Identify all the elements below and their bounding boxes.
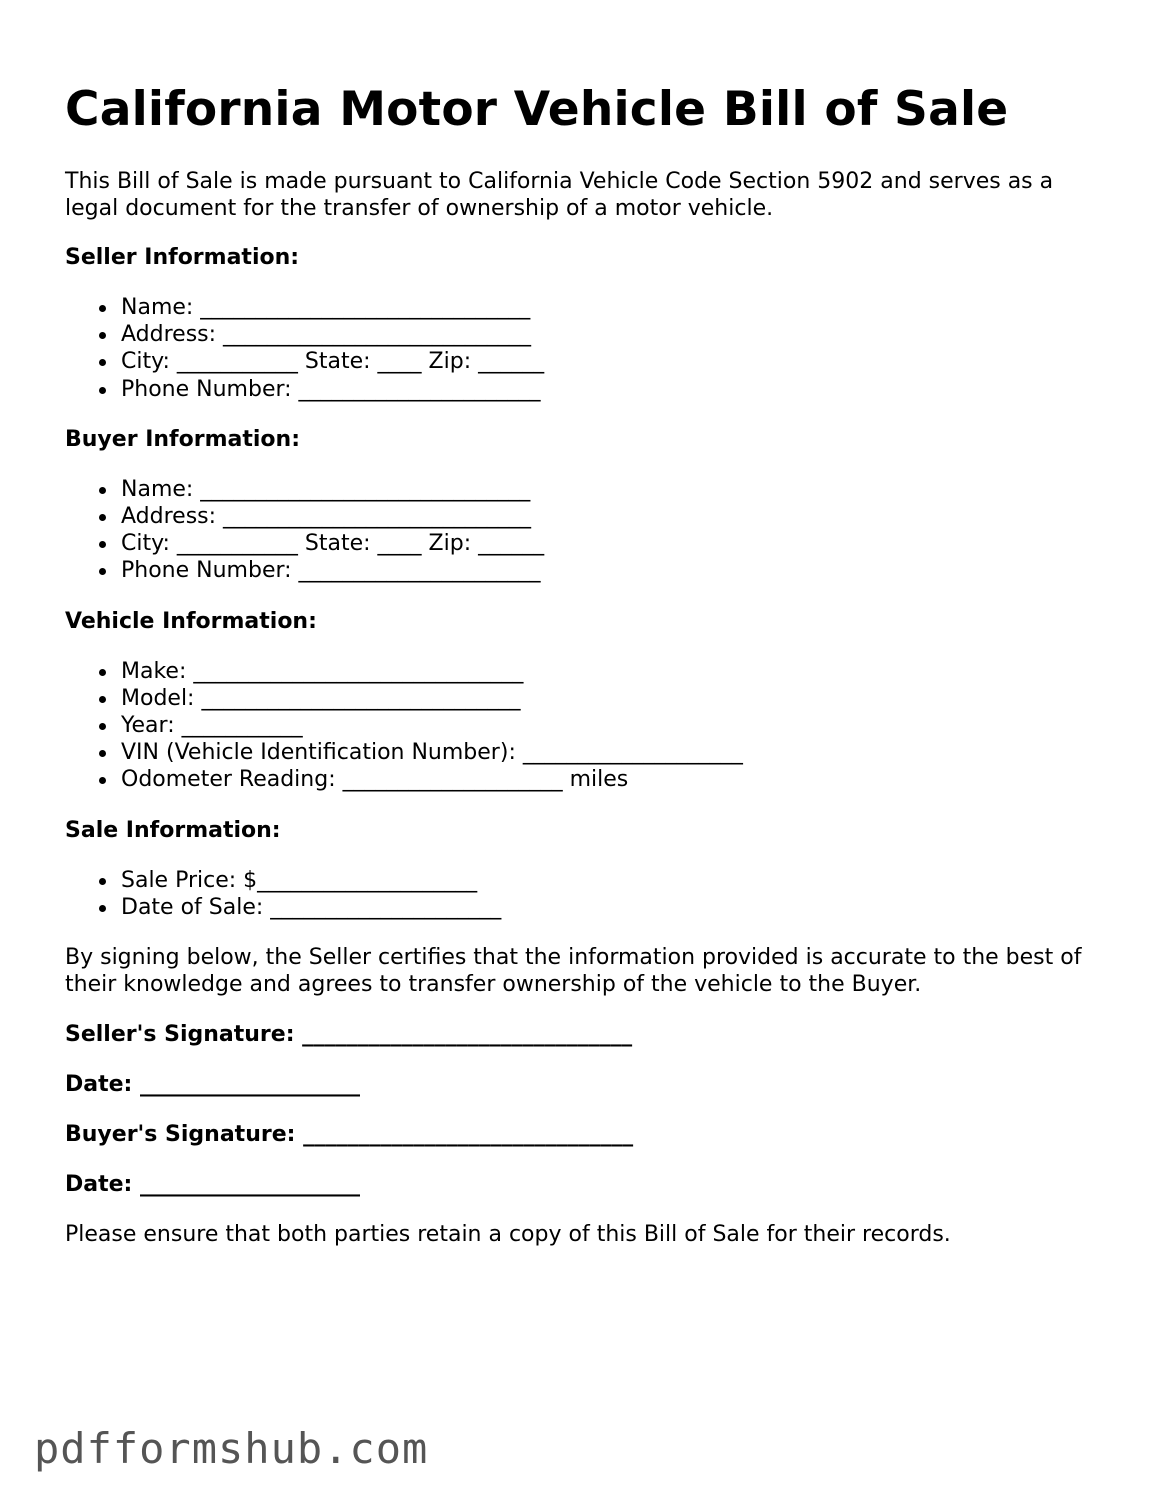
seller-fields-list [65,294,1105,403]
vehicle-odometer-field[interactable]: Odometer Reading: ____________________ miles [121,766,1105,793]
document-page [65,78,1105,1248]
intro-paragraph: This Bill of Sale is made pursuant to California Vehicle Code Section 5902 and serves as a legal document for the transfer of ownership of a motor vehicle. [65,169,1054,221]
seller-city-state-zip-field[interactable]: City: ___________ State: ____ Zip: ______ [121,348,1105,375]
seller-address-field[interactable]: Address: ____________________________ [121,321,1105,348]
site-watermark: pdfformshub.com [34,1424,429,1473]
document-title: California Motor Vehicle Bill of Sale [65,82,1009,137]
certification-paragraph: By signing below, the Seller certifies that the information provided is accurate to the best of their knowledge and agrees to transfer ownership of the vehicle to the Buyer. [65,945,1082,998]
seller-signature-field[interactable]: Seller's Signature: ______________________________ [65,1022,633,1048]
sale-fields-list [65,867,1105,921]
closing-note: Please ensure that both parties retain a copy of this Bill of Sale for their records. [65,1222,951,1248]
buyer-address-field[interactable]: Address: ____________________________ [121,503,1105,530]
vehicle-model-field[interactable]: Model: _____________________________ [121,685,1105,712]
vehicle-make-field[interactable]: Make: ______________________________ [121,658,1105,685]
sale-heading: Sale Information: [65,817,281,843]
vehicle-vin-field[interactable]: VIN (Vehicle Identification Number): ____________________ [121,739,1105,766]
buyer-phone-field[interactable]: Phone Number: ______________________ [121,557,1105,584]
seller-date-field[interactable]: Date: ____________________ [65,1072,361,1098]
seller-phone-field[interactable]: Phone Number: ______________________ [121,376,1105,403]
buyer-city-state-zip-field[interactable]: City: ___________ State: ____ Zip: ______ [121,530,1105,557]
buyer-heading: Buyer Information: [65,426,300,452]
buyer-signature-field[interactable]: Buyer's Signature: ______________________________ [65,1122,634,1148]
seller-name-field[interactable]: Name: ______________________________ [121,294,1105,321]
sale-date-field[interactable]: Date of Sale: _____________________ [121,894,1105,921]
vehicle-heading: Vehicle Information: [65,608,317,634]
seller-heading: Seller Information: [65,245,300,270]
buyer-name-field[interactable]: Name: ______________________________ [121,476,1105,503]
sale-price-field[interactable]: Sale Price: $____________________ [121,867,1105,894]
buyer-fields-list [65,476,1105,585]
buyer-date-field[interactable]: Date: ____________________ [65,1172,361,1198]
vehicle-fields-list [65,658,1105,794]
vehicle-year-field[interactable]: Year: ___________ [121,712,1105,739]
